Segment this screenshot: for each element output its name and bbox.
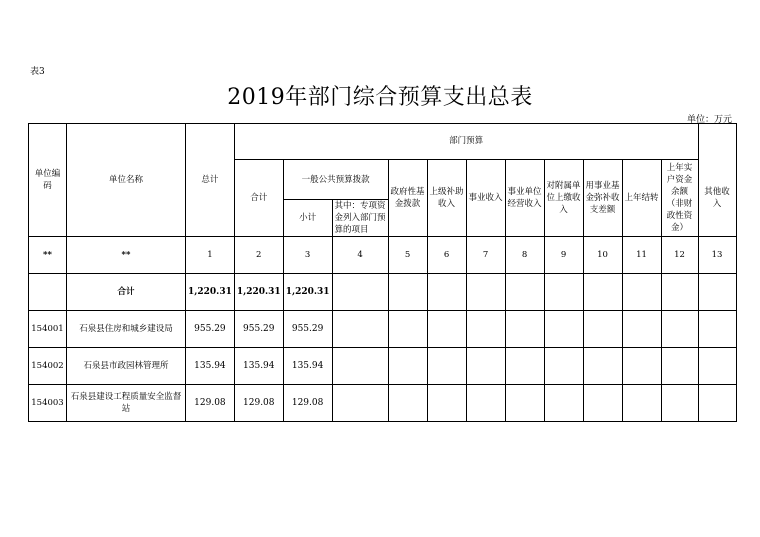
empty-cell [544,348,583,385]
header-unit-name: 单位名称 [67,124,186,237]
unit-code-cell: 154003 [29,385,67,422]
index-cell: 6 [427,237,466,274]
index-cell: 1 [186,237,235,274]
empty-cell [388,274,427,311]
empty-cell [388,348,427,385]
index-cell: 7 [466,237,505,274]
total-cell: 135.94 [186,348,235,385]
header-subordinate-income: 对附属单位上缴收入 [544,160,583,237]
empty-cell [466,348,505,385]
table-row [29,274,737,311]
unit-name-cell: 合计 [67,274,186,311]
empty-cell [388,385,427,422]
empty-cell [698,348,736,385]
empty-cell [505,385,544,422]
empty-cell [505,311,544,348]
header-other-income: 其他收入 [698,160,736,237]
empty-cell [466,311,505,348]
empty-cell [622,385,661,422]
empty-cell [698,311,736,348]
empty-cell [583,348,622,385]
table-row [29,385,737,422]
index-cell: ** [67,237,186,274]
empty-cell [427,311,466,348]
header-unit-code: 单位编码 [29,124,67,237]
unit-name-cell: 石泉县建设工程质量安全监督站 [67,385,186,422]
header-general-budget: 一般公共预算拨款 [283,160,388,200]
empty-cell [583,385,622,422]
index-cell: 12 [661,237,698,274]
total-cell: 129.08 [186,385,235,422]
empty-cell [544,274,583,311]
index-cell: 5 [388,237,427,274]
header-operating-income: 事业单位经营收入 [505,160,544,237]
empty-cell [427,385,466,422]
header-blank [698,124,736,160]
empty-cell [466,385,505,422]
empty-cell [698,274,736,311]
sum-cell: 135.94 [234,348,283,385]
budget-table [28,123,737,422]
xiaoji-cell: 1,220.31 [283,274,332,311]
header-xiaoji: 小计 [283,200,332,237]
header-special-funds: 其中：专项资金列入部门预算的项目 [332,200,388,237]
empty-cell [661,385,698,422]
index-cell: 10 [583,237,622,274]
index-cell: 13 [698,237,736,274]
unit-code-cell: 154002 [29,348,67,385]
index-cell: 11 [622,237,661,274]
empty-cell [505,274,544,311]
empty-cell [332,274,388,311]
unit-label: 单位：万元 [686,115,732,125]
page-title: 2019年部门综合预算支出总表 [227,85,533,110]
total-cell: 955.29 [186,311,235,348]
header-prior-balance: 上年实户资金余额（非财政性资金） [661,160,698,237]
sum-cell: 1,220.31 [234,274,283,311]
xiaoji-cell: 955.29 [283,311,332,348]
index-cell: 8 [505,237,544,274]
index-cell: 3 [283,237,332,274]
header-fund-makeup: 用事业基金弥补收支差额 [583,160,622,237]
header-sum: 合计 [234,160,283,237]
unit-name-cell: 石泉县住房和城乡建设局 [67,311,186,348]
empty-cell [583,311,622,348]
sum-cell: 129.08 [234,385,283,422]
table-number: 表3 [30,67,45,77]
header-gov-fund: 政府性基金拨款 [388,160,427,237]
header-total: 总计 [186,124,235,237]
table-row [29,348,737,385]
empty-cell [332,311,388,348]
unit-name-cell: 石泉县市政园林管理所 [67,348,186,385]
xiaoji-cell: 135.94 [283,348,332,385]
empty-cell [505,348,544,385]
empty-cell [388,311,427,348]
unit-code-cell: 154001 [29,311,67,348]
header-dept-budget: 部门预算 [234,124,698,159]
empty-cell [583,274,622,311]
empty-cell [661,311,698,348]
header-business-income: 事业收入 [466,160,505,237]
total-cell: 1,220.31 [186,274,235,311]
empty-cell [427,348,466,385]
empty-cell [544,385,583,422]
sum-cell: 955.29 [234,311,283,348]
header-higher-subsidy: 上级补助收入 [427,160,466,237]
index-cell: ** [29,237,67,274]
table-row [29,311,737,348]
header-carryover: 上年结转 [622,160,661,237]
xiaoji-cell: 129.08 [283,385,332,422]
index-cell: 9 [544,237,583,274]
unit-code-cell [29,274,67,311]
index-cell: 2 [234,237,283,274]
empty-cell [622,274,661,311]
empty-cell [466,274,505,311]
empty-cell [661,348,698,385]
index-cell: 4 [332,237,388,274]
empty-cell [332,348,388,385]
empty-cell [661,274,698,311]
empty-cell [332,385,388,422]
empty-cell [427,274,466,311]
empty-cell [698,385,736,422]
empty-cell [622,311,661,348]
empty-cell [544,311,583,348]
empty-cell [622,348,661,385]
